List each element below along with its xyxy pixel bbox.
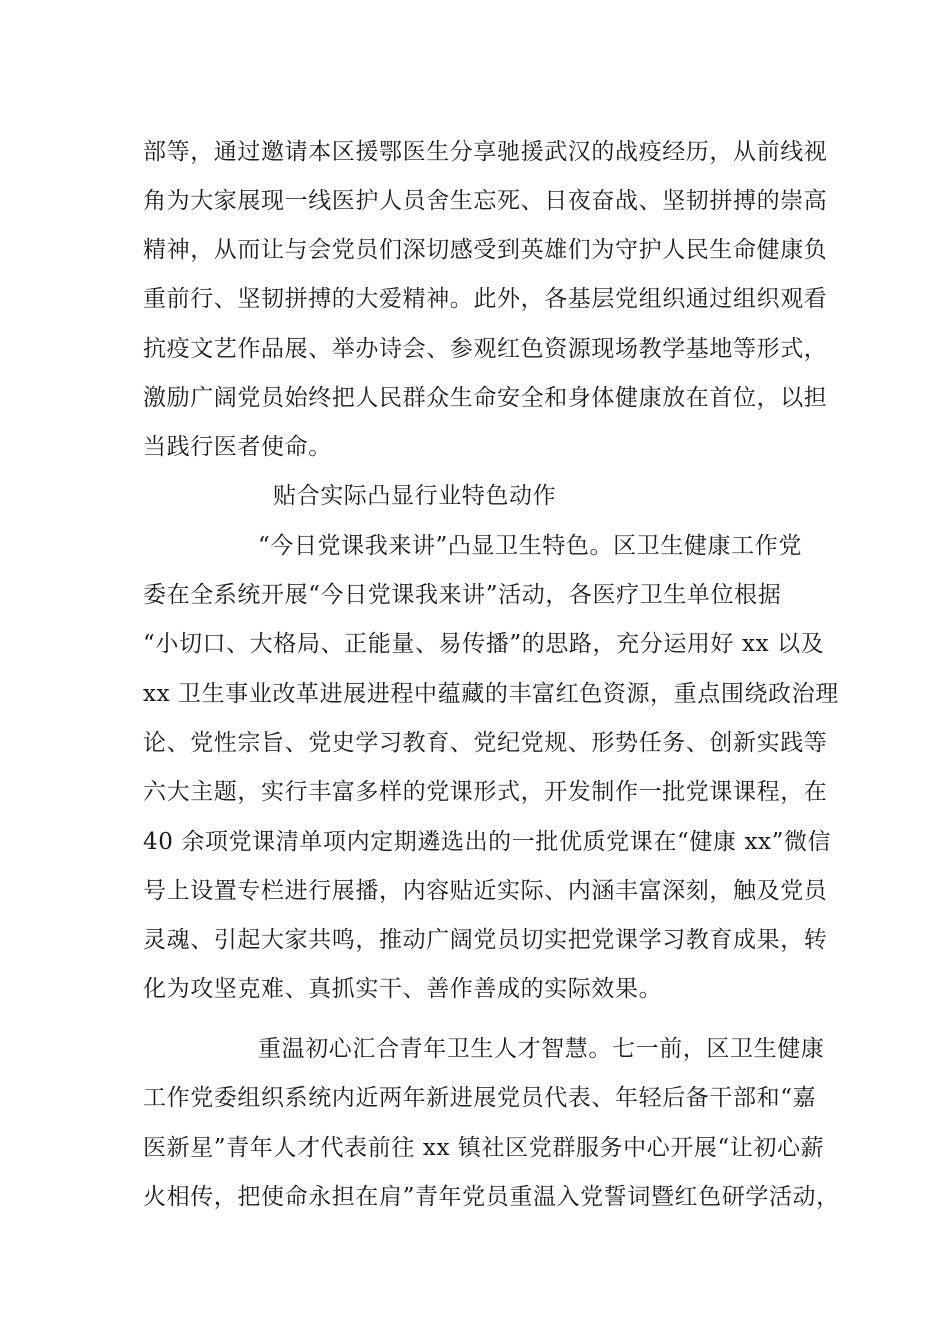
text-line: 论、党性宗旨、党史学习教育、党纪党规、形势任务、创新实践等 [143, 730, 828, 756]
text-line: 激励广阔党员始终把人民群众生命安全和身体健康放在首位，以担 [143, 385, 828, 411]
text-line: 部等，通过邀请本区援鄂医生分享驰援武汉的战疫经历，从前线视 [143, 139, 828, 165]
text-line: 号上设置专栏进行展播，内容贴近实际、内涵丰富深刻，触及党员 [143, 878, 828, 904]
text-line: 六大主题，实行丰富多样的党课形式，开发制作一批党课课程，在 [143, 779, 828, 805]
paragraph-first-line: 重温初心汇合青年卫生人才智慧。七一前，区卫生健康 [258, 1036, 825, 1062]
text-line: xx 卫生事业改革进展进程中蕴藏的丰富红色资源，重点围绕政治理 [143, 681, 839, 707]
text-line: “小切口、大格局、正能量、易传播”的思路，充分运用好 xx 以及 [143, 631, 825, 657]
text-line: 火相传，把使命永担在肩”青年党员重温入党誓词暨红色研学活动， [143, 1184, 840, 1210]
text-line: 角为大家展现一线医护人员舍生忘死、日夜奋战、坚韧拼搏的崇高 [143, 188, 828, 214]
text-line: 委在全系统开展“今日党课我来讲”活动，各医疗卫生单位根据 [143, 582, 782, 608]
text-line: 医新星”青年人才代表前往 xx 镇社区党群服务中心开展“让初心薪 [143, 1135, 825, 1161]
text-line: 工作党委组织系统内近两年新进展党员代表、年轻后备干部和“嘉 [143, 1085, 817, 1111]
text-line: 抗疫文艺作品展、举办诗会、参观红色资源现场教学基地等形式， [143, 336, 828, 362]
text-line: 灵魂、引起大家共鸣，推动广阔党员切实把党课学习教育成果，转 [143, 927, 828, 953]
text-line: 40 余项党课清单项内定期遴选出的一批优质党课在“健康 xx”微信 [143, 829, 832, 855]
text-line: 精神，从而让与会党员们深切感受到英雄们为守护人民生命健康负 [143, 237, 828, 263]
text-line: 化为攻坚克难、真抓实干、善作善成的实际效果。 [143, 976, 663, 1002]
text-line: 重前行、坚韧拼搏的大爱精神。此外，各基层党组织通过组织观看 [143, 286, 828, 312]
section-heading: 贴合实际凸显行业特色动作 [273, 483, 557, 509]
paragraph-first-line: “今日党课我来讲”凸显卫生特色。区卫生健康工作党 [258, 533, 802, 559]
text-line: 当践行医者使命。 [143, 434, 332, 460]
